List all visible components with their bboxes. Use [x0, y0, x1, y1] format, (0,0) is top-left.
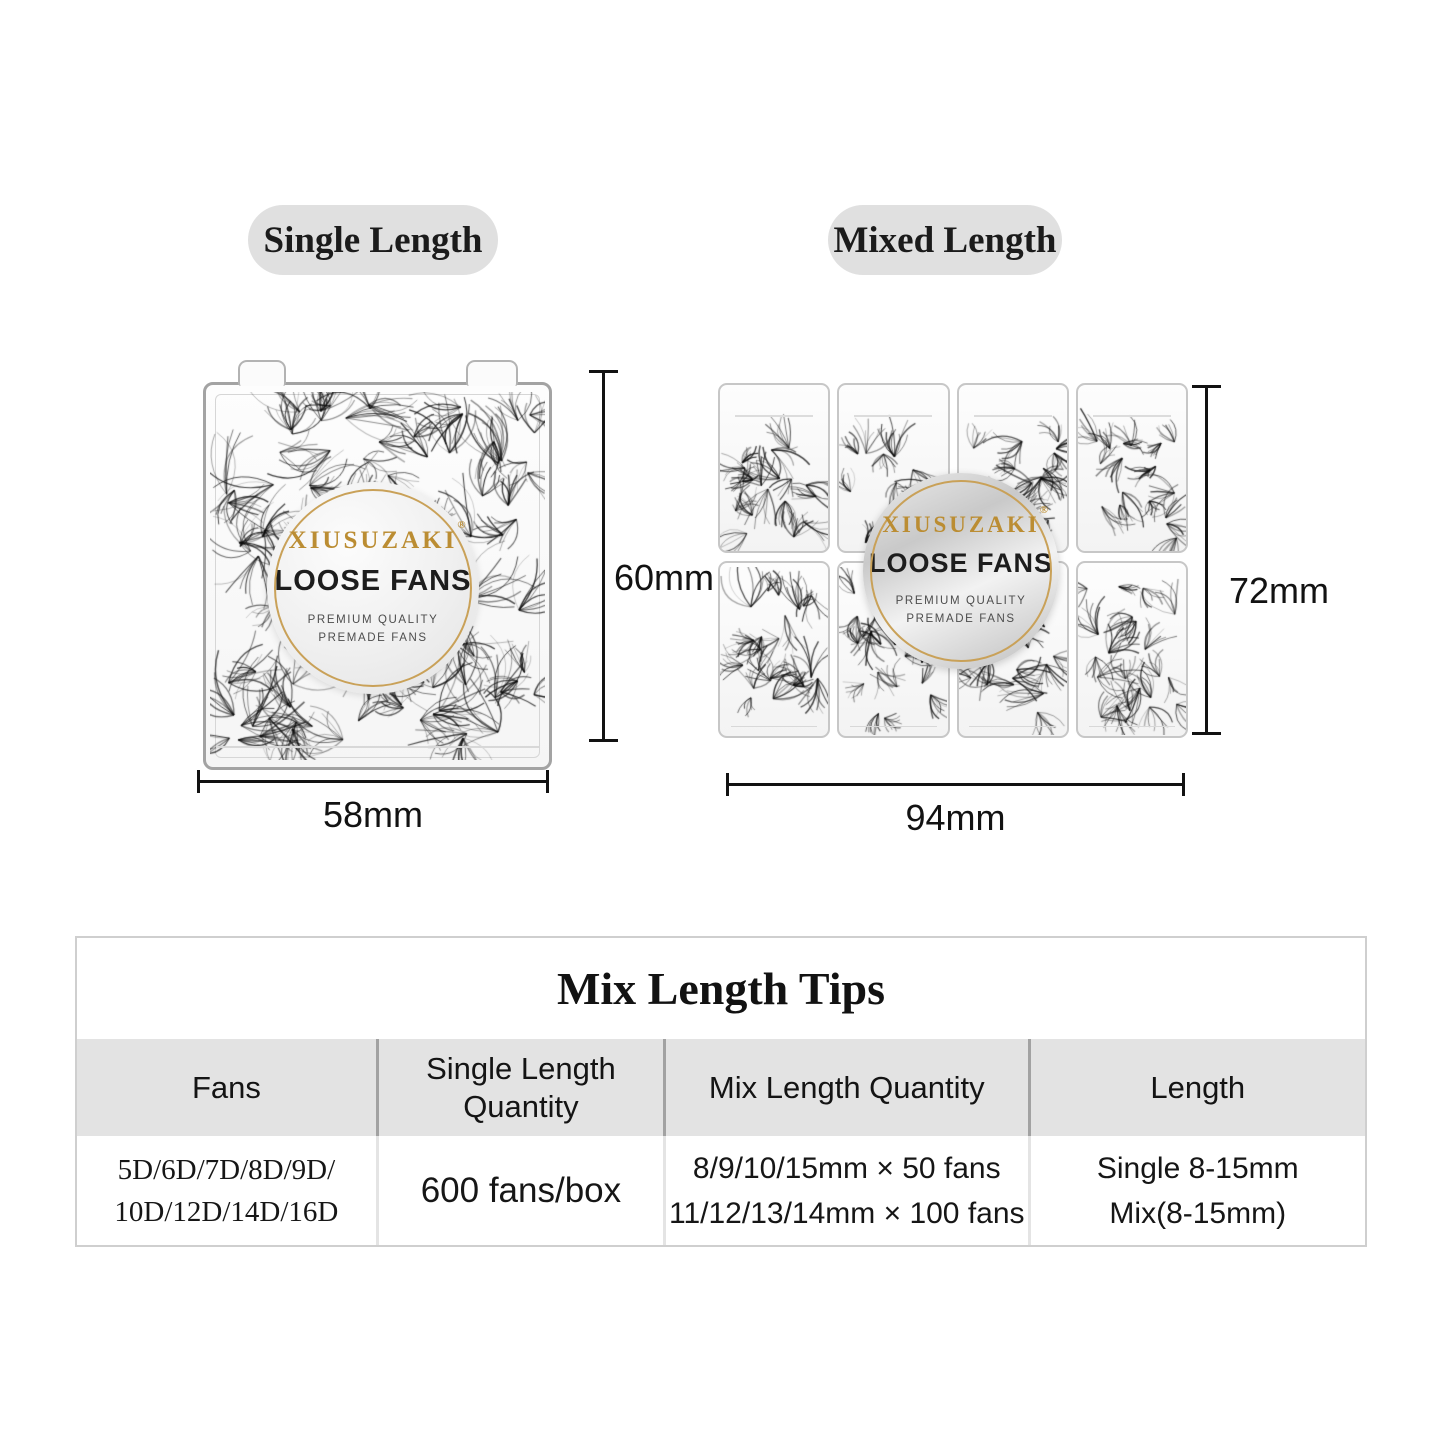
registered-mark: ® — [1039, 504, 1048, 517]
box-hinge — [238, 360, 286, 386]
brand-sticker — [863, 473, 1059, 669]
brand-tagline: PREMIUM QUALITY PREMADE FANS — [895, 595, 1027, 625]
dimension-label-58mm: 58mm — [322, 794, 424, 835]
dimension-label-94mm: 94mm — [905, 797, 1006, 838]
dimension-label-72mm: 72mm — [1229, 570, 1330, 611]
lash-cluster — [1078, 389, 1186, 551]
cell-length: Single 8-15mm Mix(8-15mm) — [1028, 1136, 1365, 1245]
compartment-column — [718, 383, 830, 738]
dimension-line-width-single — [197, 780, 549, 783]
header-single-length-quantity: Single Length Quantity — [376, 1039, 663, 1136]
mix-length-tips-table — [75, 936, 1367, 1247]
cell-mix-length-quantity: 8/9/10/15mm × 50 fans 11/12/13/14mm × 100 fans — [663, 1136, 1028, 1245]
box-lid-seam — [216, 746, 539, 748]
product-name: LOOSE FANS — [868, 548, 1054, 579]
dimension-line-width-mixed — [726, 783, 1185, 786]
cell-fans: 5D/6D/7D/8D/9D/ 10D/12D/14D/16D — [114, 1153, 339, 1228]
product-name: LOOSE FANS — [274, 565, 472, 598]
box-hinge — [466, 360, 518, 386]
header-length: Length — [1028, 1039, 1365, 1136]
dimension-line-height-mixed — [1205, 385, 1208, 735]
table-body-row — [77, 1136, 1365, 1245]
table-title: Mix Length Tips — [556, 963, 886, 1014]
compartment — [1076, 561, 1188, 738]
brand-name: XIUSUZAKI ® — [288, 519, 466, 555]
header-mix-length-quantity: Mix Length Quantity — [663, 1039, 1028, 1136]
lash-cluster — [1078, 567, 1186, 735]
badge-mixed-length: Mixed Length — [828, 205, 1062, 275]
compartment — [718, 383, 830, 553]
gold-ring — [870, 480, 1052, 662]
single-length-box — [203, 382, 552, 770]
registered-mark: ® — [457, 519, 466, 532]
brand-sticker — [267, 482, 479, 694]
badge-single-length: Single Length — [248, 205, 498, 275]
mixed-length-box — [718, 383, 1188, 738]
lash-cluster — [720, 389, 828, 551]
lash-cluster — [720, 567, 828, 735]
brand-name: XIUSUZAKI ® — [882, 504, 1048, 538]
compartment — [718, 561, 830, 738]
compartment — [1076, 383, 1188, 553]
dimension-label-60mm: 60mm — [614, 557, 715, 598]
header-fans: Fans — [191, 1069, 261, 1105]
gold-ring — [274, 489, 472, 687]
dimension-line-height-single — [602, 370, 605, 742]
cell-single-length-quantity: 600 fans/box — [376, 1136, 663, 1245]
table-header-row — [77, 1039, 1365, 1136]
compartment-column — [1076, 383, 1188, 738]
brand-tagline: PREMIUM QUALITY PREMADE FANS — [307, 614, 439, 644]
